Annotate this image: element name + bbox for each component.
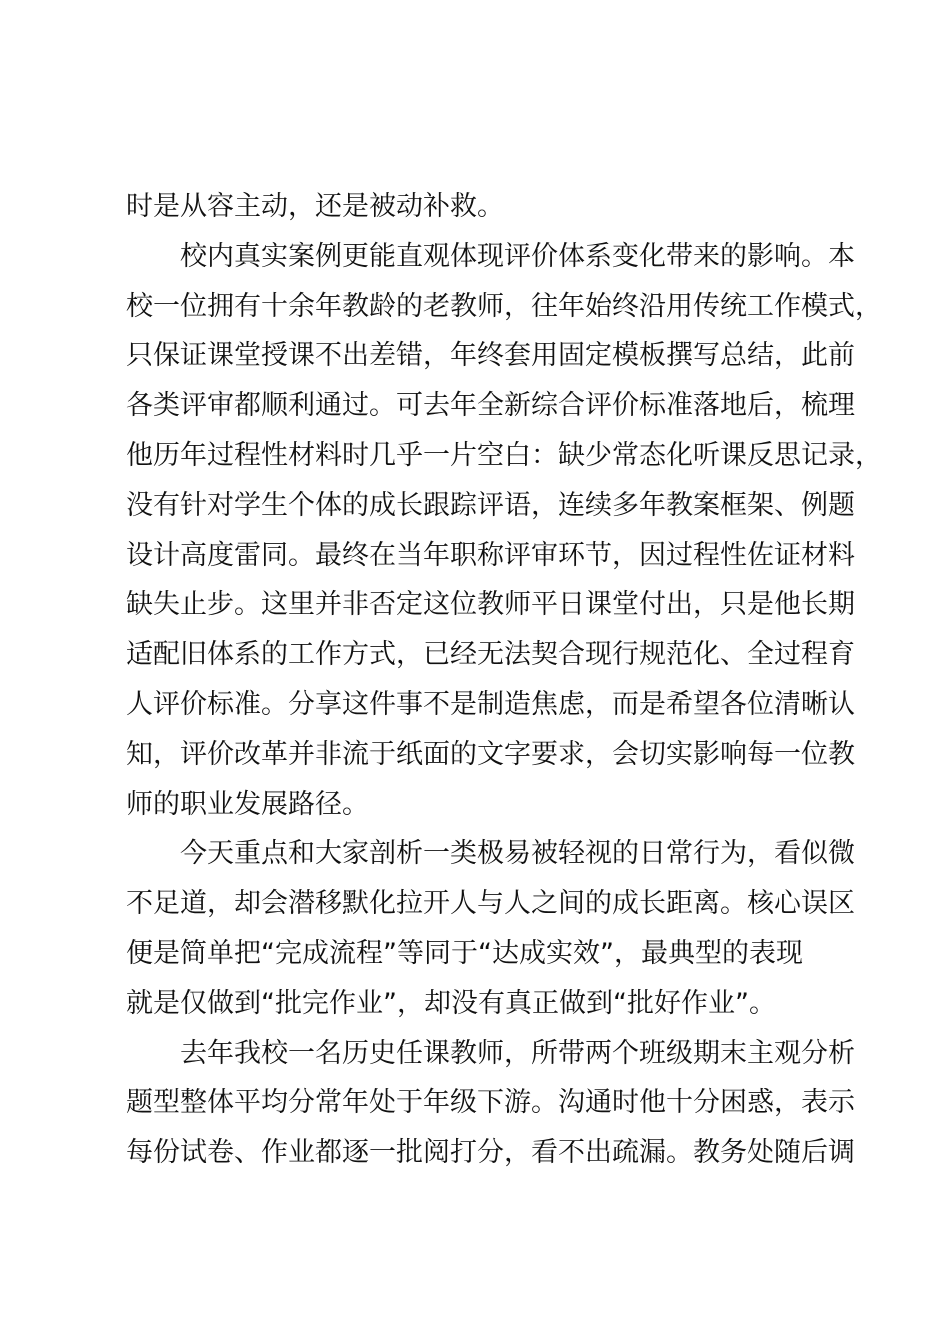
text-line: 各类评审都顺利通过。可去年全新综合评价标准落地后，梳理: [126, 390, 855, 422]
text-line: 只保证课堂授课不出差错，年终套用固定模板撰写总结，此前: [126, 340, 855, 372]
text-line: 便是简单把“完成流程”等同于“达成实效”，最典型的表现: [126, 937, 803, 969]
text-line: 师的职业发展路径。: [126, 788, 369, 820]
text-line: 适配旧体系的工作方式，已经无法契合现行规范化、全过程育: [126, 639, 855, 671]
text-line: 校内真实案例更能直观体现评价体系变化带来的影响。本: [180, 240, 855, 272]
text-line: 他历年过程性材料时几乎一片空白：缺少常态化听课反思记录，: [126, 439, 882, 471]
text-line: 不足道，却会潜移默化拉开人与人之间的成长距离。核心误区: [126, 888, 855, 920]
body-text: [126, 182, 882, 1178]
text-line: 没有针对学生个体的成长跟踪评语，连续多年教案框架、例题: [126, 489, 855, 521]
text-line: 设计高度雷同。最终在当年职称评审环节，因过程性佐证材料: [126, 539, 855, 571]
text-line: 人评价标准。分享这件事不是制造焦虑，而是希望各位清晰认: [126, 688, 855, 720]
text-line: 知，评价改革并非流于纸面的文字要求，会切实影响每一位教: [126, 738, 855, 770]
text-line: 每份试卷、作业都逐一批阅打分，看不出疏漏。教务处随后调: [126, 1137, 855, 1169]
text-line: 时是从容主动，还是被动补救。: [126, 191, 504, 222]
text-line: 校一位拥有十余年教龄的老教师，往年始终沿用传统工作模式，: [126, 290, 882, 322]
text-line: 缺失止步。这里并非否定这位教师平日课堂付出，只是他长期: [126, 589, 855, 621]
text-line: 题型整体平均分常年处于年级下游。沟通时他十分困惑，表示: [126, 1087, 855, 1119]
text-line: 就是仅做到“批完作业”，却没有真正做到“批好作业”。: [126, 987, 776, 1019]
text-line: 今天重点和大家剖析一类极易被轻视的日常行为，看似微: [180, 838, 855, 870]
text-line: 去年我校一名历史任课教师，所带两个班级期末主观分析: [180, 1037, 855, 1069]
